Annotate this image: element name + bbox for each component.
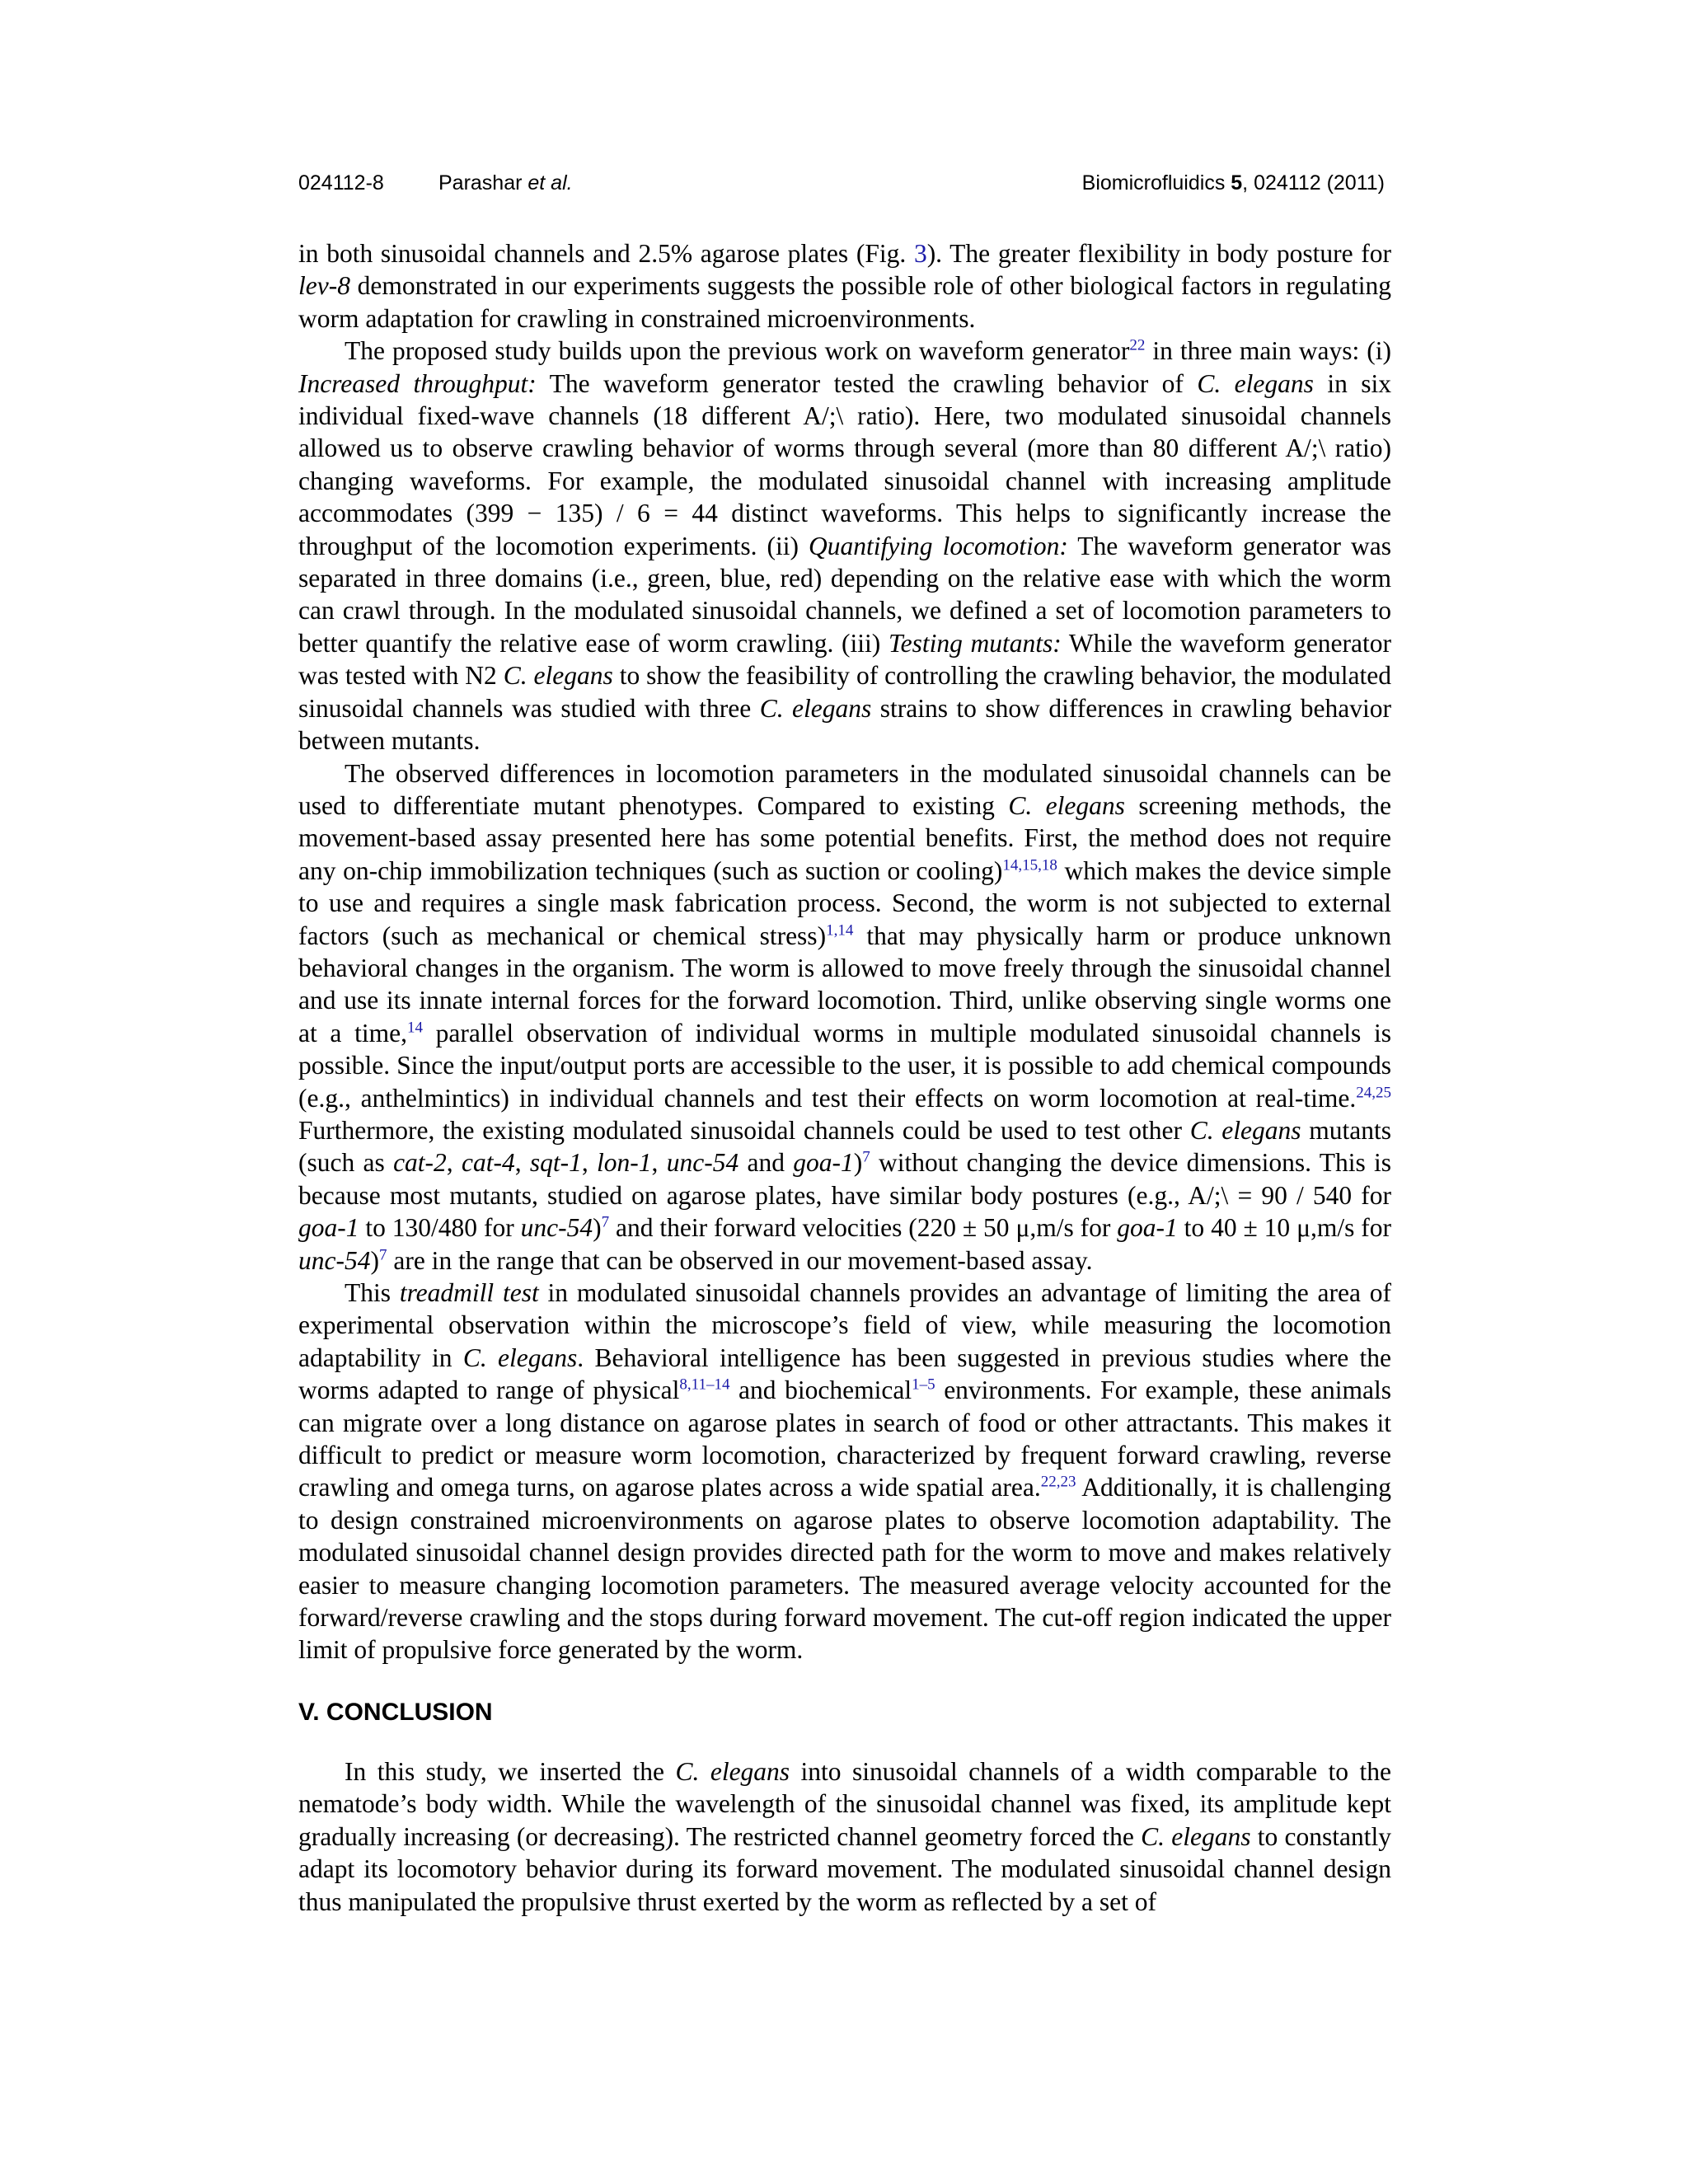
citation-link[interactable]: 1–5 <box>912 1376 935 1394</box>
article-body <box>298 237 1391 1918</box>
gene-name: lon-1 <box>597 1148 652 1178</box>
text-run: ). The greater flexibility in body posture for <box>926 239 1391 268</box>
citation-link[interactable]: 7 <box>601 1213 610 1231</box>
text-run: and biochemical <box>729 1376 912 1405</box>
species-name: C. elegans <box>503 661 613 691</box>
text-run: to 40 ± 10 μ,m/s for <box>1177 1213 1391 1243</box>
text-run: Furthermore, the existing modulated sinusoidal channels could be used to test other <box>298 1115 1190 1145</box>
text-run: to show the feasibility of controlling the crawling behavior, the modulated sinusoidal channels was studied with three <box>298 661 1392 723</box>
text-run: While the waveform generator was tested with N2 <box>298 628 1391 691</box>
text-run: to constantly adapt its locomotory behavior during its forward movement. The modulated sinusoidal channel design thus manipulated the propulsive thrust exerted by the worm as reflected by a set of <box>298 1821 1392 1916</box>
text-run: that may physically harm or produce unknown behavioral changes in the organism. The worm is allowed to move freely through the sinusoidal channel and use its innate internal forces for the forward locomotion. Third, unlike observing single worms one at a time, <box>298 921 1391 1047</box>
paragraph-proposed-study <box>298 335 1391 757</box>
text-run: and their forward velocities (220 ± 50 μ,m/s for <box>609 1213 1118 1243</box>
text-run: mutants (such as <box>298 1115 1392 1178</box>
authors-etal: et al. <box>528 171 573 194</box>
italic-run: Quantifying locomotion: <box>809 531 1068 560</box>
paragraph-differences <box>298 757 1391 1277</box>
italic-run: Increased throughput: <box>298 368 537 398</box>
text-run: The proposed study builds upon the previous work on waveform generator <box>345 336 1130 366</box>
figure-link[interactable]: 3 <box>913 239 927 268</box>
gene-name: goa-1 <box>793 1148 854 1178</box>
journal-issue: , 024112 (2011) <box>1242 171 1385 194</box>
text-run: strains to show differences in crawling behavior between mutants. <box>298 693 1392 756</box>
text-run: to 130/480 for <box>359 1213 521 1243</box>
text-run: demonstrated in our experiments suggests the possible role of other biological factors in regulating worm adaptation for crawling in constrained microenvironments. <box>298 271 1391 333</box>
text-run: which makes the device simple to use and requires a single mask fabrication process. Second, the worm is not subjected to external factors (such as mechanical or chemical stress) <box>298 855 1392 950</box>
text-run: in both sinusoidal channels and 2.5% agarose plates (Fig. <box>298 239 914 268</box>
text-run: . Behavioral intelligence has been suggested in previous studies where the worms adapted to range of physical <box>298 1343 1391 1405</box>
citation-link[interactable]: 14,15,18 <box>1002 856 1057 874</box>
text-run: The observed differences in locomotion parameters in the modulated sinusoidal channels can be used to differentiate mutant phenotypes. Compared to existing <box>298 758 1391 820</box>
citation-link[interactable]: 8,11–14 <box>679 1376 730 1394</box>
gene-name: lev-8 <box>298 271 350 301</box>
text-run: environments. For example, these animals can migrate over a long distance on agarose plates in search of food or other attractants. This makes it difficult to predict or measure worm locomotion, characterized by frequent forward crawling, reverse crawling and omega turns, on agarose plates across a wide spatial area. <box>298 1376 1391 1502</box>
text-run: , <box>651 1148 667 1178</box>
italic-run: treadmill test <box>399 1278 539 1307</box>
citation-link[interactable]: 22,23 <box>1040 1473 1076 1491</box>
journal-volume: 5 <box>1231 171 1243 194</box>
text-run: , <box>514 1148 530 1178</box>
page-id: 024112-8 <box>298 171 384 194</box>
text-run: parallel observation of individual worms in multiple modulated sinusoidal channels is possible. Since the input/output ports are accessible to the user, it is possible to add chemical compounds (e.g., anthelmintics) in individual channels and test their effects on worm locomotion at real-time. <box>298 1018 1392 1113</box>
species-name: C. elegans <box>1189 1115 1301 1145</box>
text-run: ) <box>853 1148 863 1178</box>
running-header <box>298 171 1385 204</box>
gene-name: cat-2 <box>393 1148 447 1178</box>
text-run: into sinusoidal channels of a width comparable to the nematode’s body width. While the wavelength of the sinusoidal channel was fixed, its amplitude kept gradually increasing (or decreasing). The restricted channel geometry forced the <box>298 1756 1391 1851</box>
species-name: C. elegans <box>675 1756 790 1786</box>
text-run: Additionally, it is challenging to design constrained microenvironments on agarose plates to observe locomotion adaptability. The modulated sinusoidal channel design provides directed path for the worm to move and makes relatively easier to measure changing locomotion parameters. The measured average velocity accounted for the forward/reverse crawling and the stops during forward movement. The cut-off region indicated the upper limit of propulsive force generated by the worm. <box>298 1473 1391 1665</box>
text-run: This <box>345 1278 400 1307</box>
gene-name: cat-4 <box>461 1148 515 1178</box>
italic-run: Testing mutants: <box>888 628 1062 658</box>
citation-link[interactable]: 7 <box>378 1246 387 1264</box>
text-run: ) <box>593 1213 602 1243</box>
journal-name: Biomicrofluidics <box>1081 171 1231 194</box>
text-run: in modulated sinusoidal channels provides an advantage of limiting the area of experimental observation within the microscope’s field of view, while measuring the locomotion adaptability in <box>298 1278 1391 1372</box>
citation-link[interactable]: 22 <box>1129 336 1146 354</box>
gene-name: goa-1 <box>298 1213 359 1243</box>
citation-link[interactable]: 24,25 <box>1356 1084 1391 1102</box>
text-run: The waveform generator tested the crawling behavior of <box>536 368 1198 398</box>
text-run: and <box>738 1148 794 1178</box>
gene-name: unc-54 <box>520 1213 593 1243</box>
text-run: In this study, we inserted the <box>345 1756 676 1786</box>
gene-name: unc-54 <box>666 1148 739 1178</box>
text-run: without changing the device dimensions. This is because most mutants, studied on agarose plates, have similar body postures (e.g., A/;\ = 90 / 540 for <box>298 1148 1392 1210</box>
gene-name: sqt-1 <box>529 1148 582 1178</box>
text-run: screening methods, the movement-based assay presented here has some potential benefits. First, the method does not require any on-chip immobilization techniques (such as suction or cooling) <box>298 790 1392 885</box>
citation-link[interactable]: 7 <box>862 1148 870 1166</box>
species-name: C. elegans <box>1141 1821 1251 1851</box>
species-name: C. elegans <box>462 1343 578 1372</box>
gene-name: goa-1 <box>1117 1213 1178 1243</box>
text-run: ) <box>370 1245 379 1275</box>
section-heading: V. CONCLUSION <box>298 1698 493 1726</box>
running-authors <box>438 171 573 195</box>
species-name: C. elegans <box>1197 368 1314 398</box>
text-run: , <box>446 1148 462 1178</box>
authors-name: Parashar <box>438 171 528 194</box>
species-name: C. elegans <box>759 693 872 723</box>
text-run: are in the range that can be observed in our movement-based assay. <box>387 1245 1093 1275</box>
text-run: The waveform generator was separated in three domains (i.e., green, blue, red) depending on the relative ease with which the worm can crawl through. In the modulated sinusoidal channels, we defined a set of locomotion parameters to better quantify the relative ease of worm crawling. (iii) <box>298 531 1392 658</box>
paragraph-treadmill-test <box>298 1277 1391 1666</box>
citation-link[interactable]: 1,14 <box>826 921 854 940</box>
journal-citation <box>1082 171 1385 195</box>
citation-link[interactable]: 14 <box>406 1019 423 1037</box>
text-run: in six individual fixed-wave channels (18 different A/;\ ratio). Here, two modulated sinusoidal channels allowed us to observe crawling behavior of worms through several (more than 80 different A/;\ ratio) changing waveforms. For example, the modulated sinusoidal channel with increasing amplitude accommodates (399 − 135) / 6 = 44 distinct waveforms. This helps to significantly increase the throughput of the locomotion experiments. (ii) <box>298 368 1392 560</box>
gene-name: unc-54 <box>298 1245 371 1275</box>
text-run: , <box>581 1148 598 1178</box>
paragraph-conclusion <box>298 1755 1391 1918</box>
paragraph-continuation <box>298 237 1391 335</box>
species-name: C. elegans <box>1008 790 1125 820</box>
text-run: in three main ways: (i) <box>1145 336 1391 366</box>
